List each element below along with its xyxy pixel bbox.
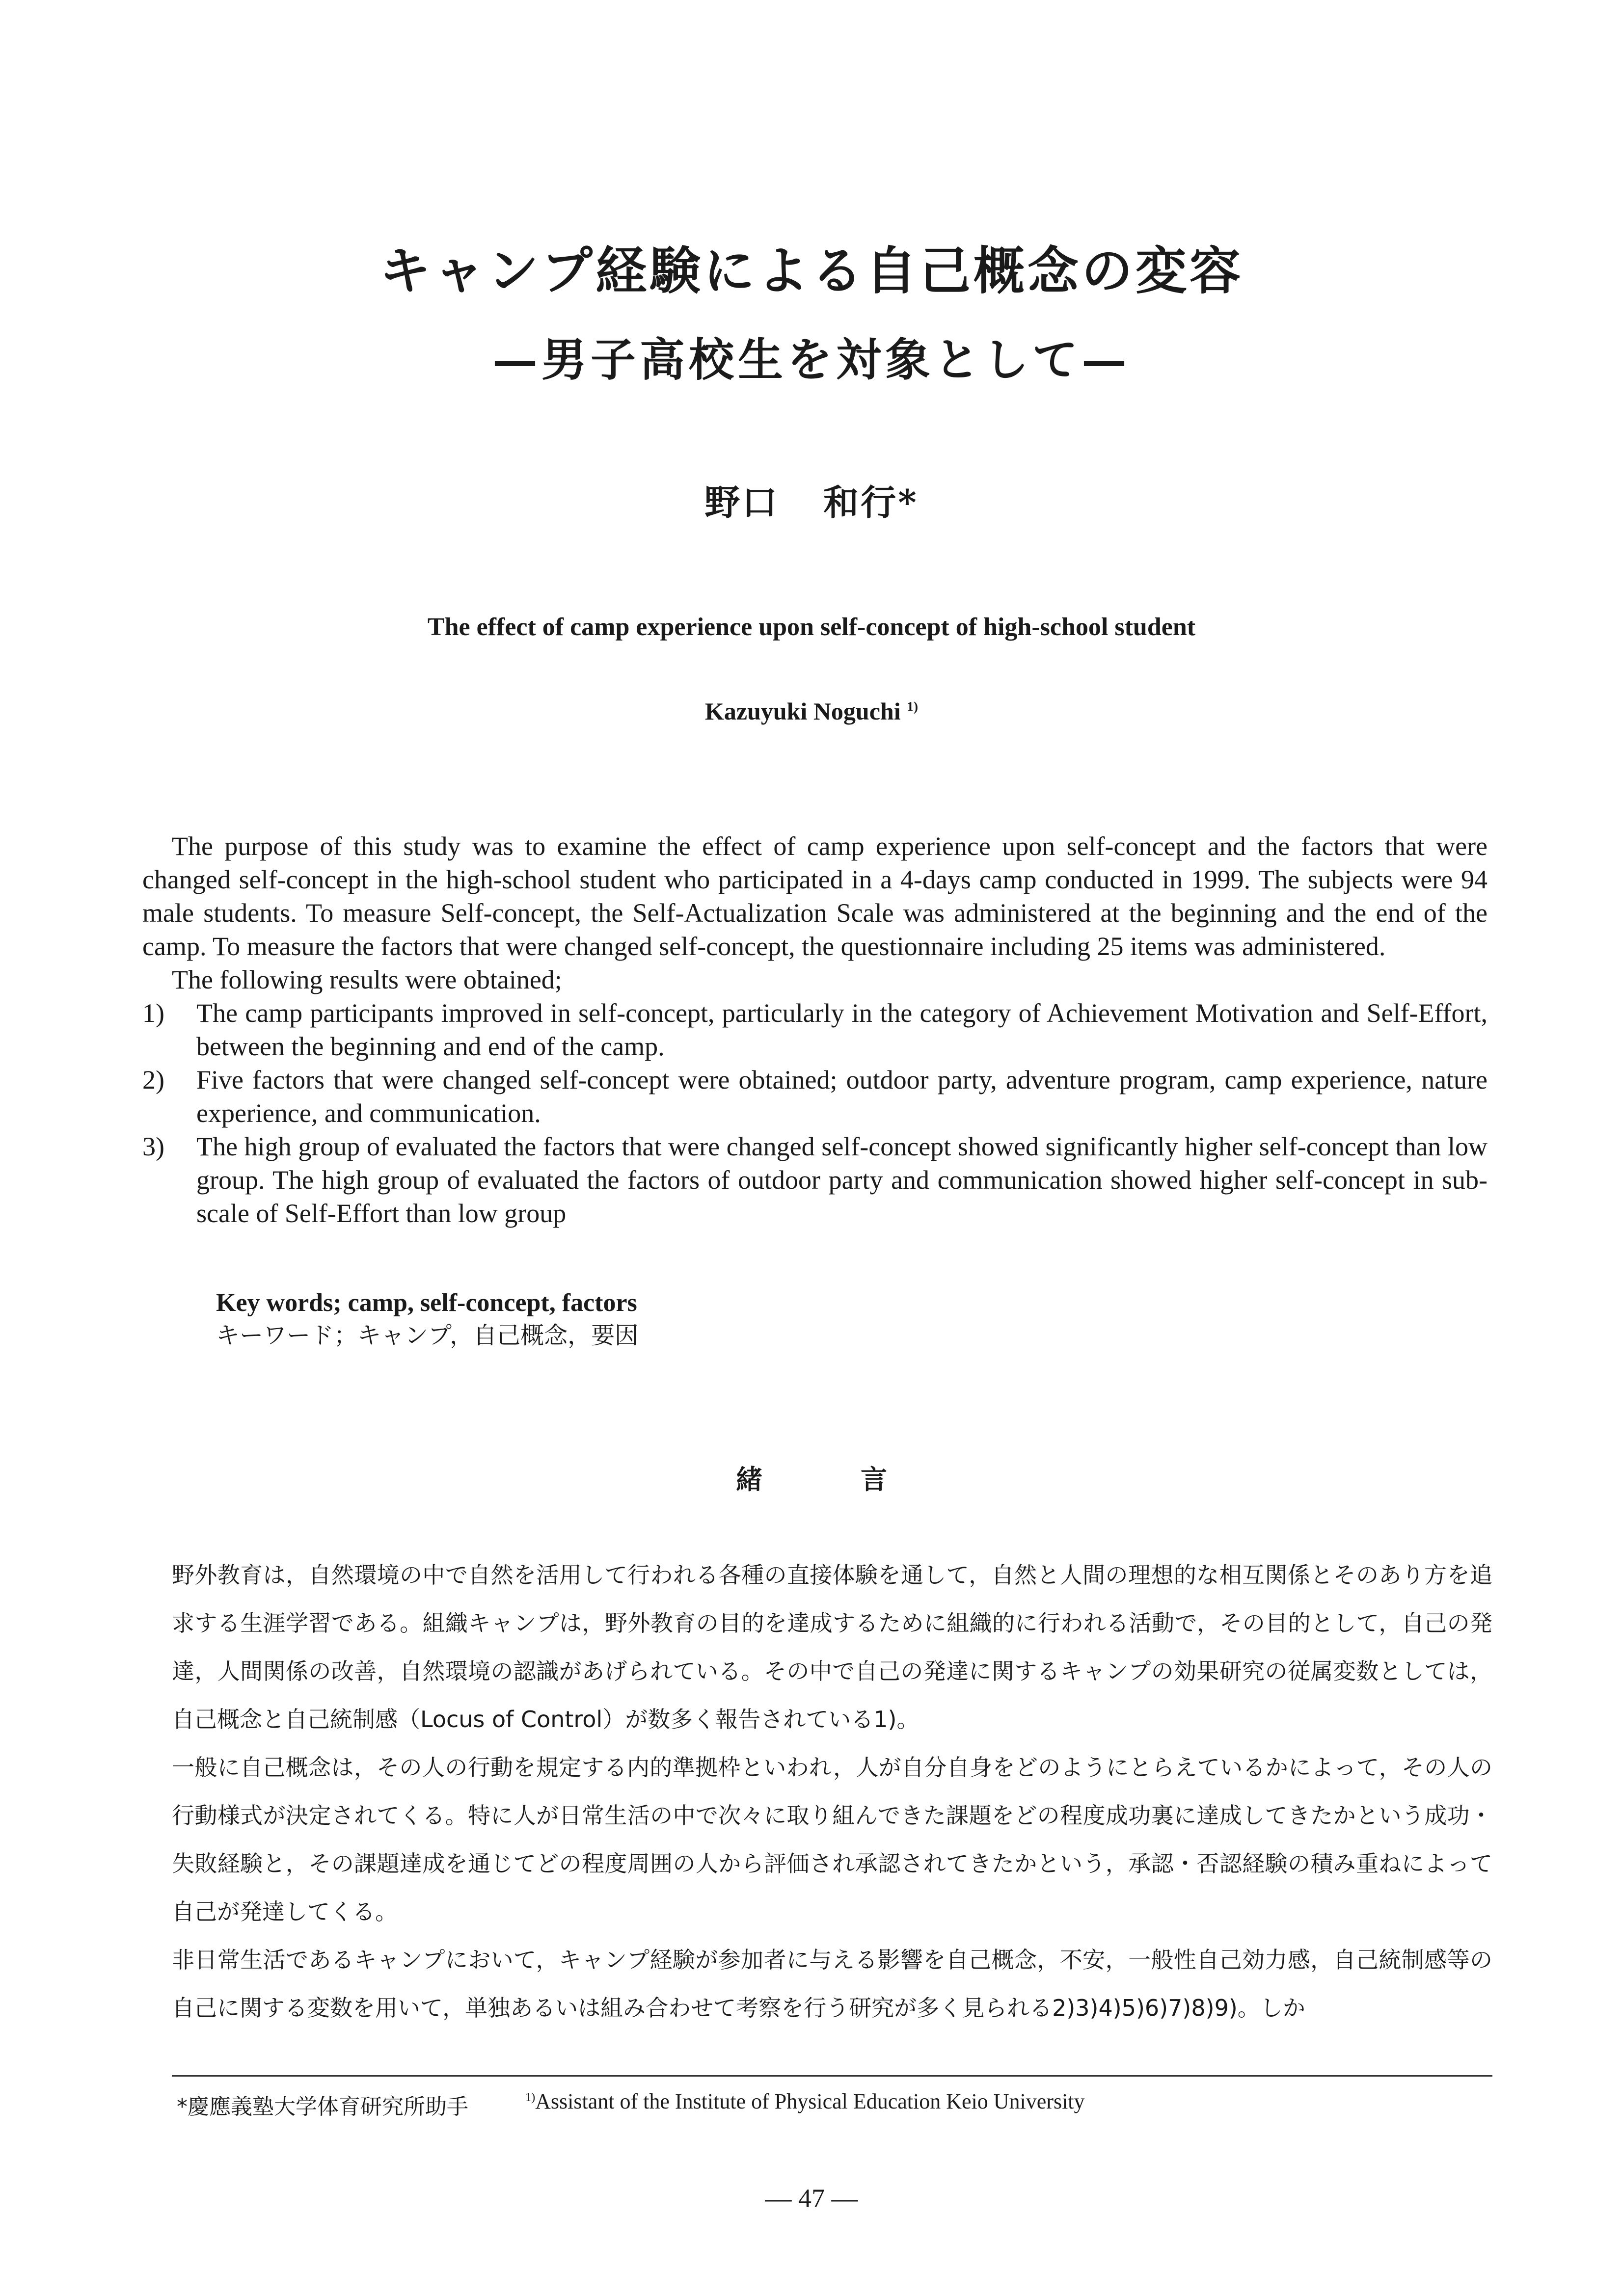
abstract — [142, 829, 1488, 1230]
author-affiliation-mark: 1) — [907, 698, 919, 714]
body-paragraph: 一般に自己概念は，その人の行動を規定する内的準拠枠といわれ，人が自分自身をどのようにとらえているかによって，その人の行動様式が決定されてくる。特に人が日常生活の中で次々に取り組んできた課題をどの程度成功裏に達成してきたかという成功・失敗経験と，その課題達成を通じてどの程度周囲の人から評価され承認されてきたかという，承認・否認経験の積み重ねによって自己が発達してくる。 — [172, 1754, 1493, 1925]
result-number: 3) — [142, 1132, 164, 1161]
paper-title-en: The effect of camp experience upon self-concept of high-school student — [427, 613, 1196, 641]
results-list — [142, 996, 1488, 1230]
author-name-ja — [0, 474, 1623, 525]
results-intro: The following results were obtained; — [172, 965, 562, 994]
paper-title-ja: キャンプ経験による自己概念の変容 — [379, 240, 1244, 301]
result-number: 2) — [142, 1065, 164, 1095]
result-number: 1) — [142, 998, 164, 1028]
page-number: — 47 — — [765, 2184, 858, 2213]
result-item — [142, 1130, 1488, 1230]
section-body — [172, 1551, 1492, 2032]
result-item — [142, 1063, 1488, 1130]
result-text: The high group of evaluated the factors that were changed self-concept showed significantly higher self-concept than low group. The high group of evaluated the factors of outdoor party and communication showed higher self-concept in sub-scale of Self-Effort than low group — [196, 1132, 1488, 1228]
author-name-en — [0, 697, 1623, 725]
footnote-mark: 1) — [525, 2090, 536, 2104]
author-family-name: 野口 — [704, 481, 780, 523]
footnote-en — [525, 2089, 1085, 2114]
author-en-text: Kazuyuki Noguchi — [704, 697, 901, 725]
result-item — [142, 996, 1488, 1063]
keywords — [216, 1287, 638, 1352]
result-text: Five factors that were changed self-concept were obtained; outdoor party, adventure program, camp experience, nature experience, and communication. — [196, 1065, 1488, 1128]
footnote-en-text: Assistant of the Institute of Physical Education Keio University — [535, 2089, 1085, 2113]
author-given-name: 和行* — [823, 481, 919, 523]
result-text: The camp participants improved in self-concept, particularly in the category of Achievement Motivation and Self-Effort, between the beginning and end of the camp. — [196, 998, 1488, 1061]
keywords-ja: キーワード；キャンプ，自己概念，要因 — [216, 1322, 639, 1349]
body-paragraph: 野外教育は，自然環境の中で自然を活用して行われる各種の直接体験を通して，自然と人間の理想的な相互関係とそのあり方を追求する生涯学習である。組織キャンプは，野外教育の目的を達成するために組織的に行われる活動で，その目的として，自己の発達，人間関係の改善，自然環境の認識があげられている。その中で自己の発達に関するキャンプの効果研究の従属変数としては，自己概念と自己統制感（Locus of Control）が数多く報告されている1)。 — [172, 1562, 1492, 1733]
footnote-ja: *慶應義塾大学体育研究所助手 — [177, 2094, 468, 2119]
abstract-paragraph: The purpose of this study was to examine the effect of camp experience upon self-concept and the factors that were changed self-concept in the high-school student who participated in a 4-days camp conducted in 1999. The subjects were 94 male students. To measure Self-concept, the Self-Actualization Scale was administered at the beginning and the end of the camp. To measure the factors that were changed self-concept, the questionnaire including 25 items was administered. — [142, 831, 1488, 961]
keywords-en: Key words; camp, self-concept, factors — [216, 1289, 637, 1317]
footnote-rule — [172, 2075, 1492, 2077]
paper-subtitle-ja: —男子高校生を対象として— — [492, 333, 1131, 386]
section-heading: 緒言 — [736, 1464, 985, 1495]
body-paragraph: 非日常生活であるキャンプにおいて，キャンプ経験が参加者に与える影響を自己概念，不安，一般性自己効力感，自己統制感等の自己に関する変数を用いて，単独あるいは組み合わせて考察を行う研究が多く見られる2)3)4)5)6)7)8)9)。しか — [172, 1947, 1492, 2021]
